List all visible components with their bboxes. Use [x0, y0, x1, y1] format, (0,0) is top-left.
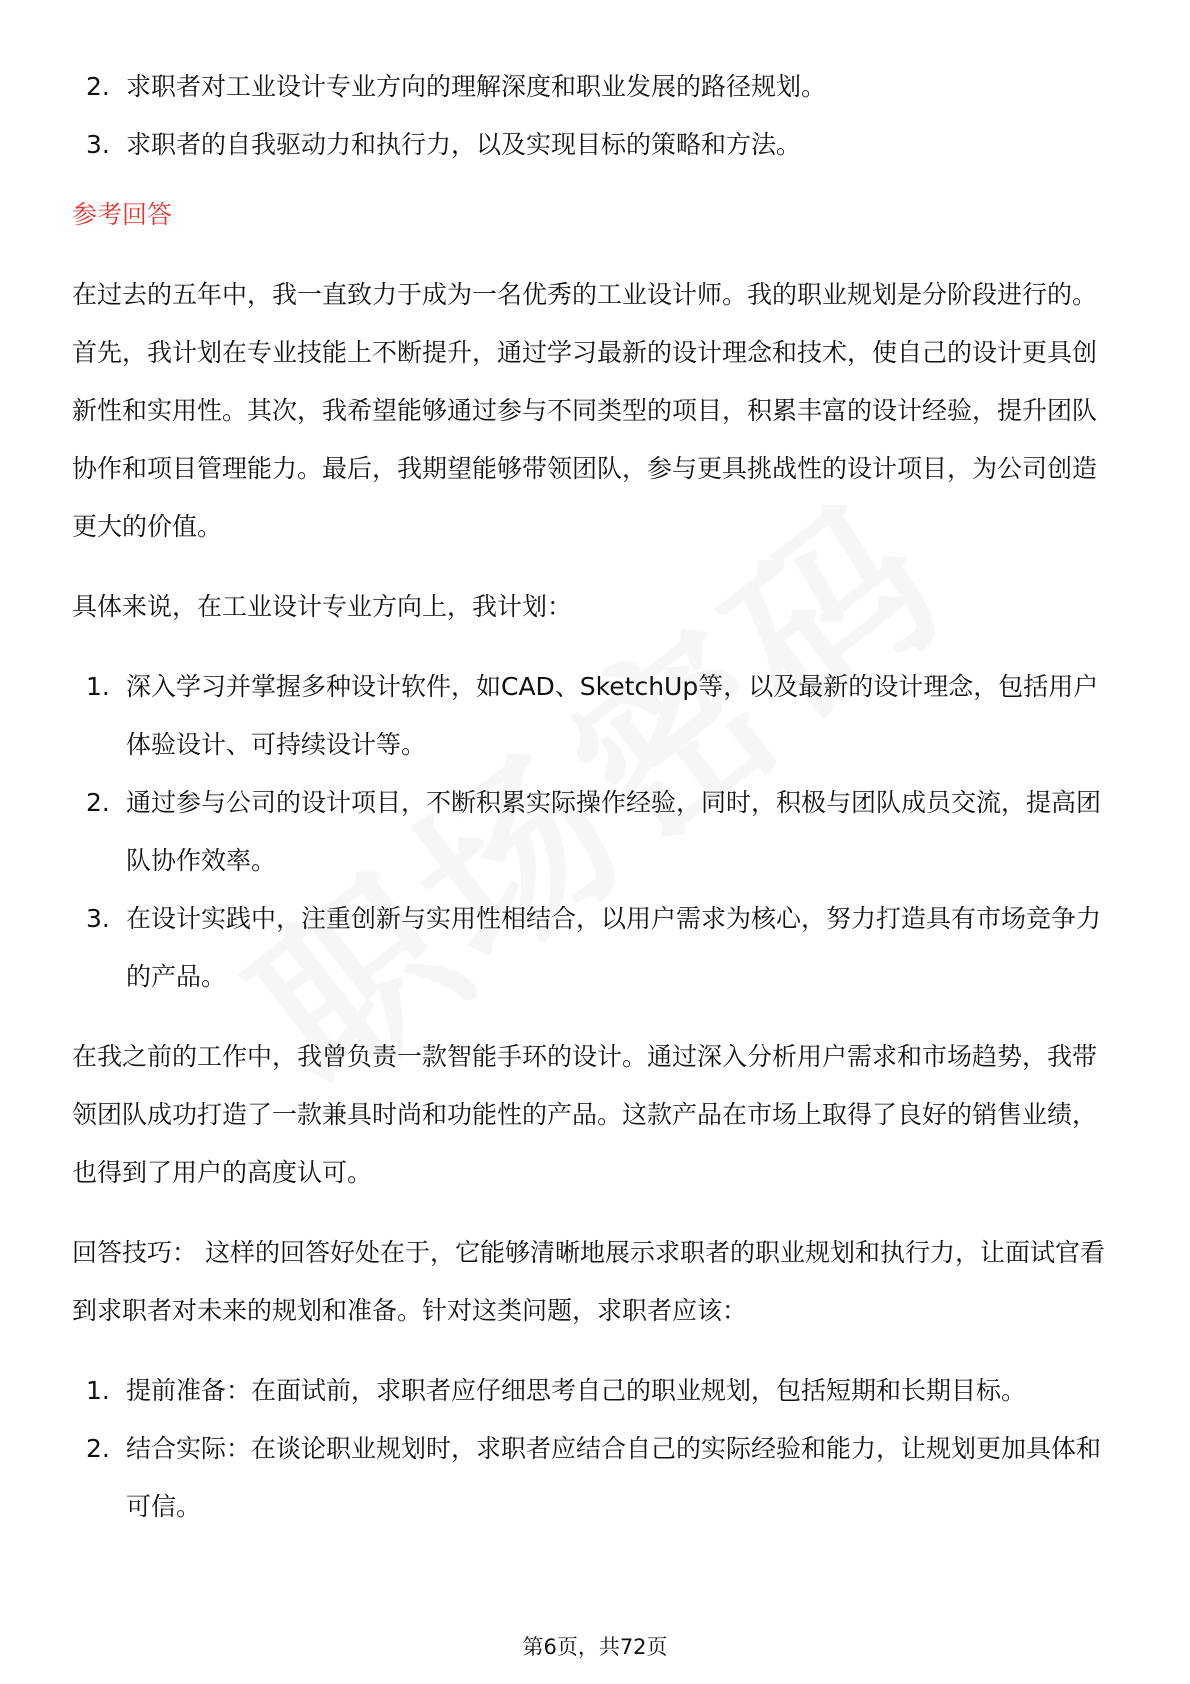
- list-item: [72, 774, 1118, 890]
- paragraph-specific-plan: 具体来说，在工业设计专业方向上，我计划：: [72, 592, 573, 621]
- page-content: [72, 58, 1118, 1536]
- list-number: 3.: [86, 130, 110, 159]
- list-item: [72, 58, 1118, 116]
- list-item: [72, 1420, 1118, 1536]
- plan-list: [72, 658, 1118, 1006]
- list-number: 3.: [86, 904, 110, 933]
- list-text: 深入学习并掌握多种设计软件，如CAD、SketchUp等，以及最新的设计理念，包括用户体验设计、可持续设计等。: [126, 672, 1099, 759]
- list-text: 提前准备：在面试前，求职者应仔细思考自己的职业规划，包括短期和长期目标。: [126, 1376, 1027, 1405]
- top-list: [72, 58, 1118, 174]
- tips-list: [72, 1362, 1118, 1536]
- paragraph-previous-work: 在我之前的工作中，我曾负责一款智能手环的设计。通过深入分析用户需求和市场趋势，我带领团队成功打造了一款兼具时尚和功能性的产品。这款产品在市场上取得了良好的销售业绩，也得到了用户的高度认可。: [72, 1042, 1098, 1187]
- list-number: 2.: [86, 72, 110, 101]
- list-text: 通过参与公司的设计项目，不断积累实际操作经验，同时，积极与团队成员交流，提高团队协作效率。: [126, 788, 1102, 875]
- list-item: [72, 1362, 1118, 1420]
- paragraph-career-plan: 在过去的五年中，我一直致力于成为一名优秀的工业设计师。我的职业规划是分阶段进行的。首先，我计划在专业技能上不断提升，通过学习最新的设计理念和技术，使自己的设计更具创新性和实用性。其次，我希望能够通过参与不同类型的项目，积累丰富的设计经验，提升团队协作和项目管理能力。最后，我期望能够带领团队，参与更具挑战性的设计项目，为公司创造更大的价值。: [72, 280, 1098, 541]
- list-number: 2.: [86, 1434, 110, 1463]
- page-number-footer: 第6页，共72页: [522, 1635, 668, 1659]
- list-item: [72, 116, 1118, 174]
- reference-answer-heading: 参考回答: [72, 200, 173, 229]
- list-text: 结合实际：在谈论职业规划时，求职者应结合自己的实际经验和能力，让规划更加具体和可信。: [126, 1434, 1102, 1521]
- list-number: 1.: [86, 1376, 110, 1405]
- list-text: 在设计实践中，注重创新与实用性相结合，以用户需求为核心，努力打造具有市场竞争力的产品。: [126, 904, 1102, 991]
- list-number: 1.: [86, 672, 110, 701]
- list-text: 求职者对工业设计专业方向的理解深度和职业发展的路径规划。: [126, 72, 827, 101]
- list-number: 2.: [86, 788, 110, 817]
- paragraph-answer-tips: 回答技巧： 这样的回答好处在于，它能够清晰地展示求职者的职业规划和执行力，让面试官看到求职者对未来的规划和准备。针对这类问题，求职者应该：: [72, 1238, 1105, 1325]
- list-text: 求职者的自我驱动力和执行力，以及实现目标的策略和方法。: [126, 130, 802, 159]
- list-item: [72, 658, 1118, 774]
- list-item: [72, 890, 1118, 1006]
